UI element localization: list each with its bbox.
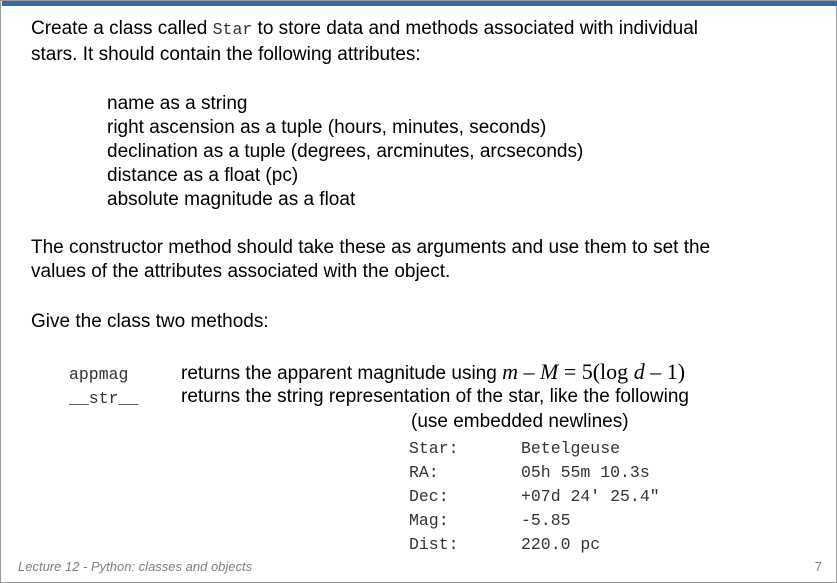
- method-desc-str: returns the string representation of the star, like the following: [181, 386, 689, 407]
- formula-M: M: [540, 359, 559, 384]
- method-desc-text: returns the apparent magnitude using: [181, 363, 503, 384]
- methods-heading: Give the class two methods:: [31, 311, 269, 332]
- output-value: Betelgeuse: [521, 439, 621, 458]
- attribute-item: name as a string: [107, 93, 248, 114]
- intro-text-after: to store data and methods associated with individual: [252, 18, 698, 39]
- footer-title: Lecture 12 - Python: classes and objects: [18, 559, 253, 574]
- output-key: Dist:: [409, 535, 459, 554]
- page-number: 7: [814, 559, 822, 574]
- method-desc-appmag: [181, 360, 685, 386]
- constructor-line-2: values of the attributes associated with the object.: [31, 261, 451, 282]
- slide-top-border: [2, 1, 837, 6]
- output-value: +07d 24' 25.4": [521, 487, 660, 506]
- newline-note: (use embedded newlines): [411, 411, 629, 432]
- intro-text-before: Create a class called: [31, 18, 213, 39]
- method-name-str: __str__: [69, 389, 139, 408]
- formula-minus: –: [518, 359, 540, 384]
- constructor-line-1: The constructor method should take these as arguments and use them to set the: [31, 237, 711, 258]
- intro-line-2: stars. It should contain the following attributes:: [31, 44, 421, 65]
- magnitude-formula: [502, 359, 685, 384]
- formula-equals: = 5(log: [558, 359, 634, 384]
- output-value: 220.0 pc: [521, 535, 601, 554]
- output-value: 05h 55m 10.3s: [521, 463, 650, 482]
- class-name-code: Star: [212, 20, 253, 39]
- method-name-appmag: appmag: [69, 365, 129, 384]
- attribute-item: declination as a tuple (degrees, arcminutes, arcseconds): [107, 141, 584, 162]
- output-key: Star:: [409, 439, 459, 458]
- output-key: Dec:: [409, 487, 449, 506]
- output-key: Mag:: [409, 511, 449, 530]
- formula-d: d: [633, 359, 645, 384]
- output-value: -5.85: [521, 511, 571, 530]
- attribute-item: right ascension as a tuple (hours, minutes, seconds): [107, 117, 547, 138]
- formula-tail: – 1): [644, 359, 686, 384]
- attribute-item: distance as a float (pc): [107, 165, 299, 186]
- formula-m: m: [502, 359, 518, 384]
- output-key: RA:: [409, 463, 439, 482]
- attribute-item: absolute magnitude as a float: [107, 189, 356, 210]
- intro-line-1: [31, 17, 698, 42]
